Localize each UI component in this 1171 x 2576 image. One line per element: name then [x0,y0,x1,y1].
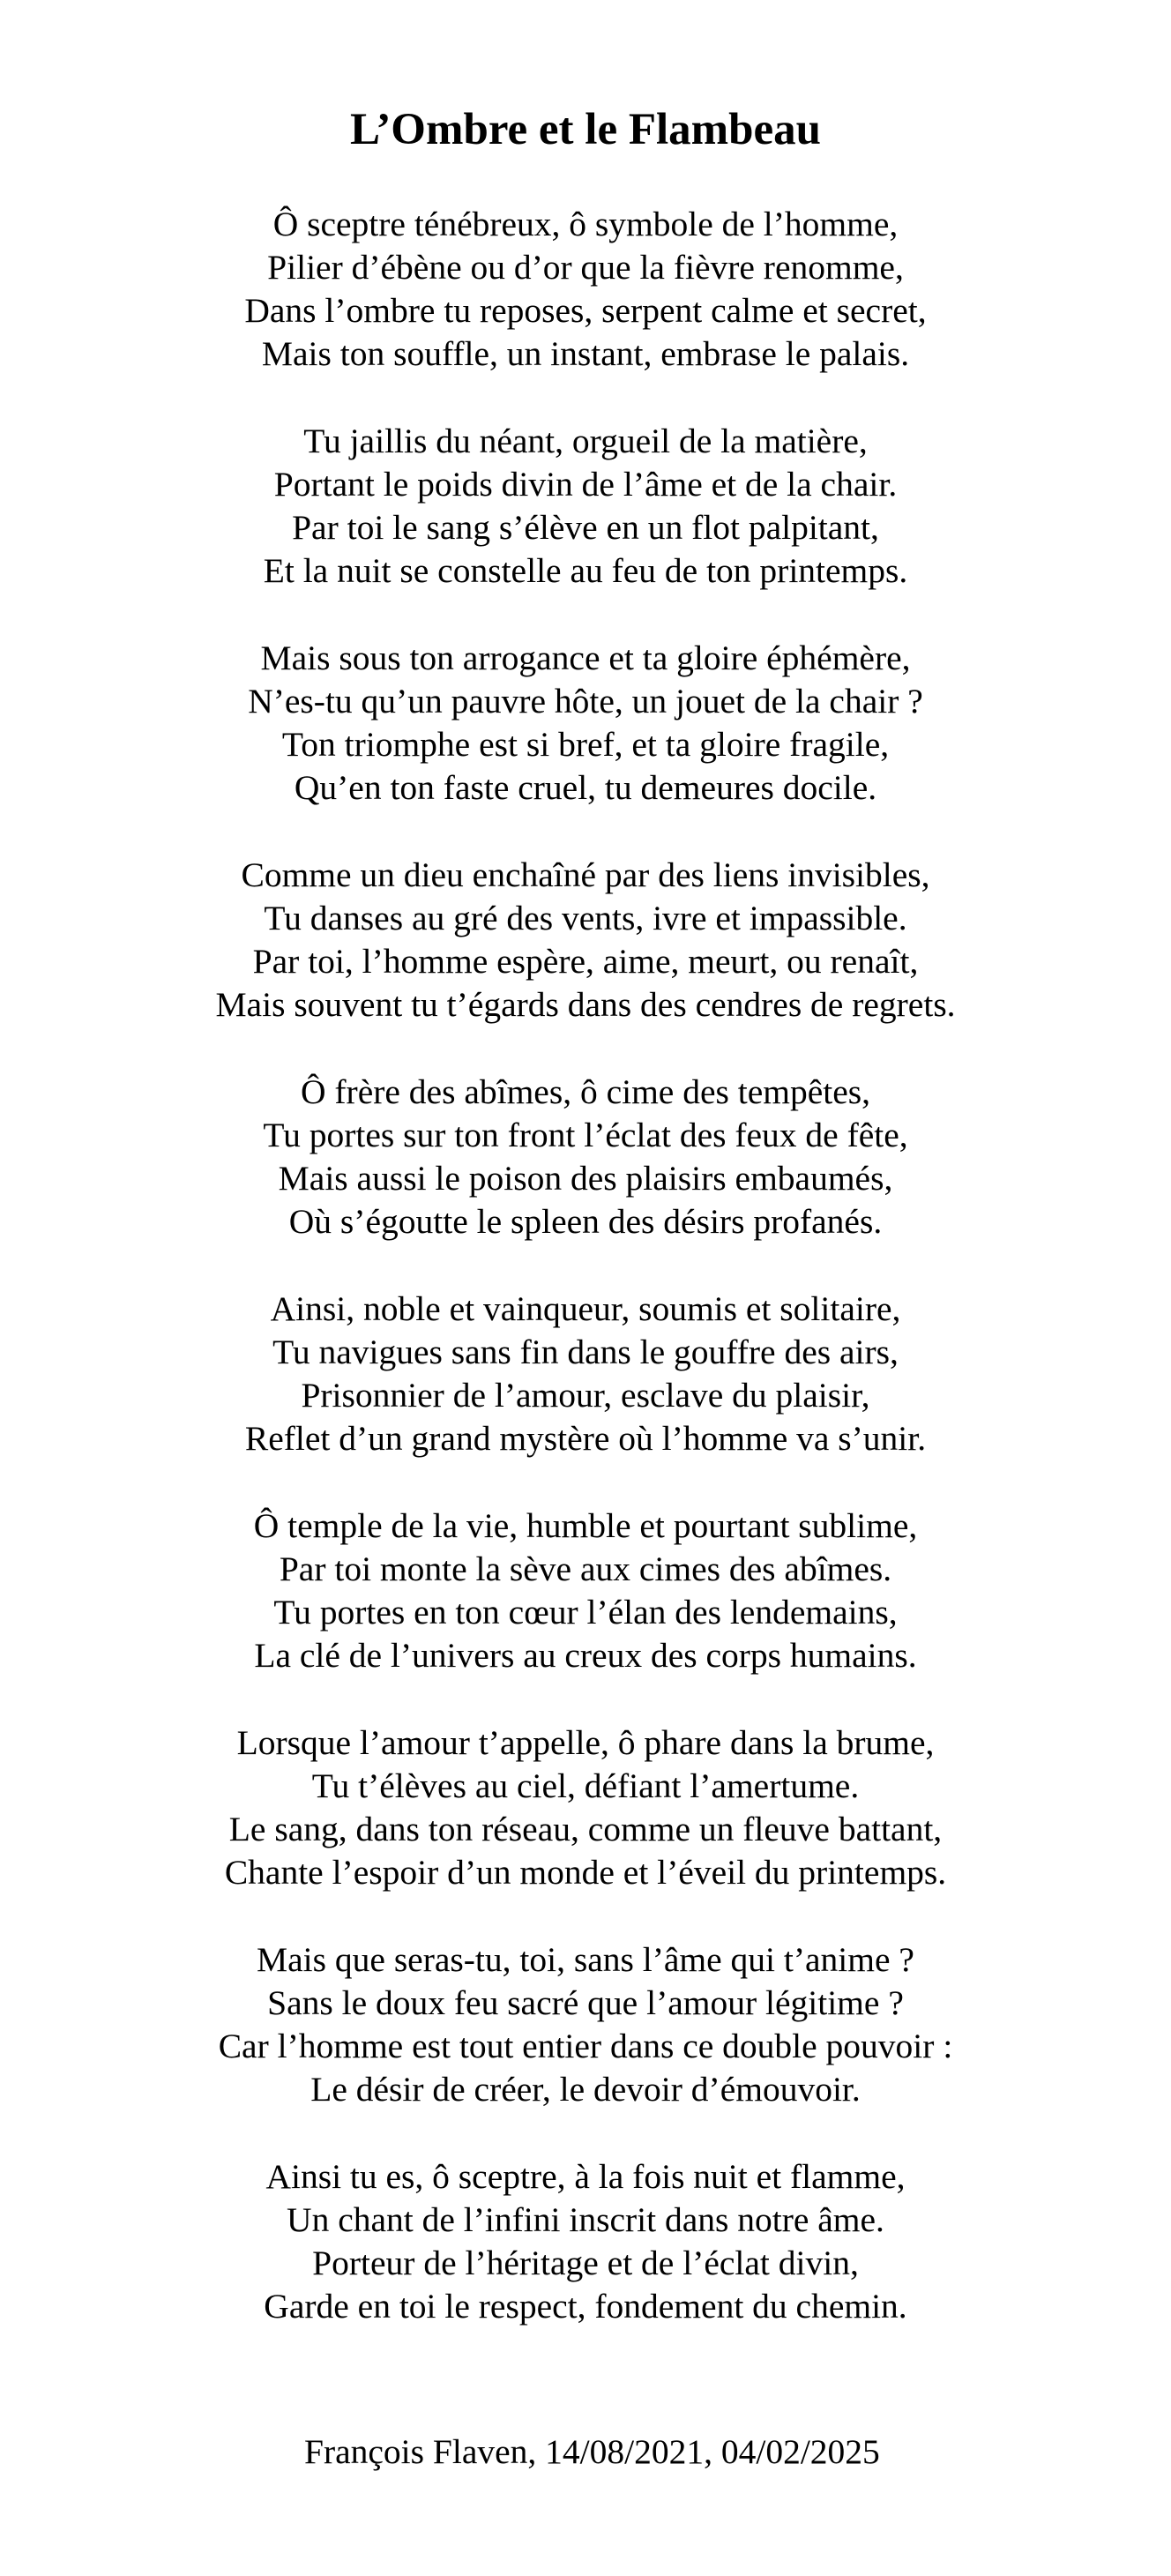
stanza-9 [0,1938,1171,2111]
poem-line: Portant le poids divin de l’âme et de la chair. [273,465,898,504]
poem-line: Tu portes sur ton front l’éclat des feux de fête, [263,1116,908,1154]
poem-title: L’Ombre et le Flambeau [349,105,822,154]
poem-line: La clé de l’univers au creux des corps humains. [254,1636,917,1675]
poem-line: Tu portes en ton cœur l’élan des lendemains, [273,1593,898,1631]
author-signature: François Flaven, 14/08/2021, 04/02/2025 [304,2432,880,2471]
poem-line: Où s’égoutte le spleen des désirs profanés. [288,1202,883,1241]
poem-line: Dans l’ombre tu reposes, serpent calme et secret, [244,291,927,330]
poem-line: Mais souvent tu t’égards dans des cendres de regrets. [215,985,956,1024]
poem-line: Ton triomphe est si bref, et ta gloire fragile, [281,725,890,764]
poem-line: Tu navigues sans fin dans le gouffre des airs, [272,1333,899,1371]
poem-line: Par toi le sang s’élève en un flot palpitant, [292,508,879,547]
poem-line: Tu t’élèves au ciel, défiant l’amertume. [311,1766,860,1805]
poem-line: Tu jaillis du néant, orgueil de la matière, [303,422,868,460]
stanza-10 [0,2155,1171,2328]
poem-line: Le désir de créer, le devoir d’émouvoir. [310,2070,861,2109]
stanza-6 [0,1288,1171,1460]
poem-line: Lorsque l’amour t’appelle, ô phare dans la brume, [236,1723,935,1762]
poem-line: Ô temple de la vie, humble et pourtant sublime, [253,1506,918,1545]
poem-line: Mais aussi le poison des plaisirs embaumés, [278,1159,893,1198]
stanza-3 [0,637,1171,810]
poem-line: Par toi, l’homme espère, aime, meurt, ou renaît, [252,942,919,981]
stanza-5 [0,1071,1171,1243]
poem-line: Ô frère des abîmes, ô cime des tempêtes, [300,1072,871,1111]
stanza-1 [0,203,1171,376]
poem-line: Le sang, dans ton réseau, comme un fleuve battant, [228,1810,943,1848]
poem-line: Par toi monte la sève aux cimes des abîmes. [279,1549,892,1588]
poem-line: Car l’homme est tout entier dans ce double pouvoir : [218,2027,953,2065]
stanza-7 [0,1505,1171,1677]
poem-line: Mais que seras-tu, toi, sans l’âme qui t’anime ? [257,1940,914,1979]
poem-line: Mais ton souffle, un instant, embrase le palais. [261,334,910,373]
poem-line: N’es-tu qu’un pauvre hôte, un jouet de la chair ? [248,682,923,721]
poem-line: Prisonnier de l’amour, esclave du plaisir, [301,1376,870,1415]
poem-line: Ô sceptre ténébreux, ô symbole de l’homme, [272,205,899,243]
poem-line: Garde en toi le respect, fondement du chemin. [264,2287,907,2326]
poem-line: Et la nuit se constelle au feu de ton printemps. [263,551,908,590]
poem-line: Ainsi tu es, ô sceptre, à la fois nuit et flamme, [265,2157,906,2196]
stanza-4 [0,854,1171,1027]
poem-line: Qu’en ton faste cruel, tu demeures docile. [294,768,877,807]
poem-line: Tu danses au gré des vents, ivre et impassible. [264,899,907,937]
stanza-2 [0,420,1171,593]
poem-line: Ainsi, noble et vainqueur, soumis et solitaire, [270,1289,901,1328]
poem-line: Mais sous ton arrogance et ta gloire éphémère, [260,638,911,677]
poem-line: Reflet d’un grand mystère où l’homme va s’unir. [244,1419,927,1458]
poem-line: Porteur de l’héritage et de l’éclat divin, [312,2244,859,2282]
poem-line: Pilier d’ébène ou d’or que la fièvre renomme, [267,248,904,287]
poem-line: Comme un dieu enchaîné par des liens invisibles, [241,855,930,894]
poem-body [0,203,1171,2372]
poem-line: Un chant de l’infini inscrit dans notre âme. [287,2200,884,2239]
stanza-8 [0,1721,1171,1894]
poem-line: Sans le doux feu sacré que l’amour légitime ? [267,1983,904,2022]
poem-line: Chante l’espoir d’un monde et l’éveil du printemps. [224,1853,947,1892]
